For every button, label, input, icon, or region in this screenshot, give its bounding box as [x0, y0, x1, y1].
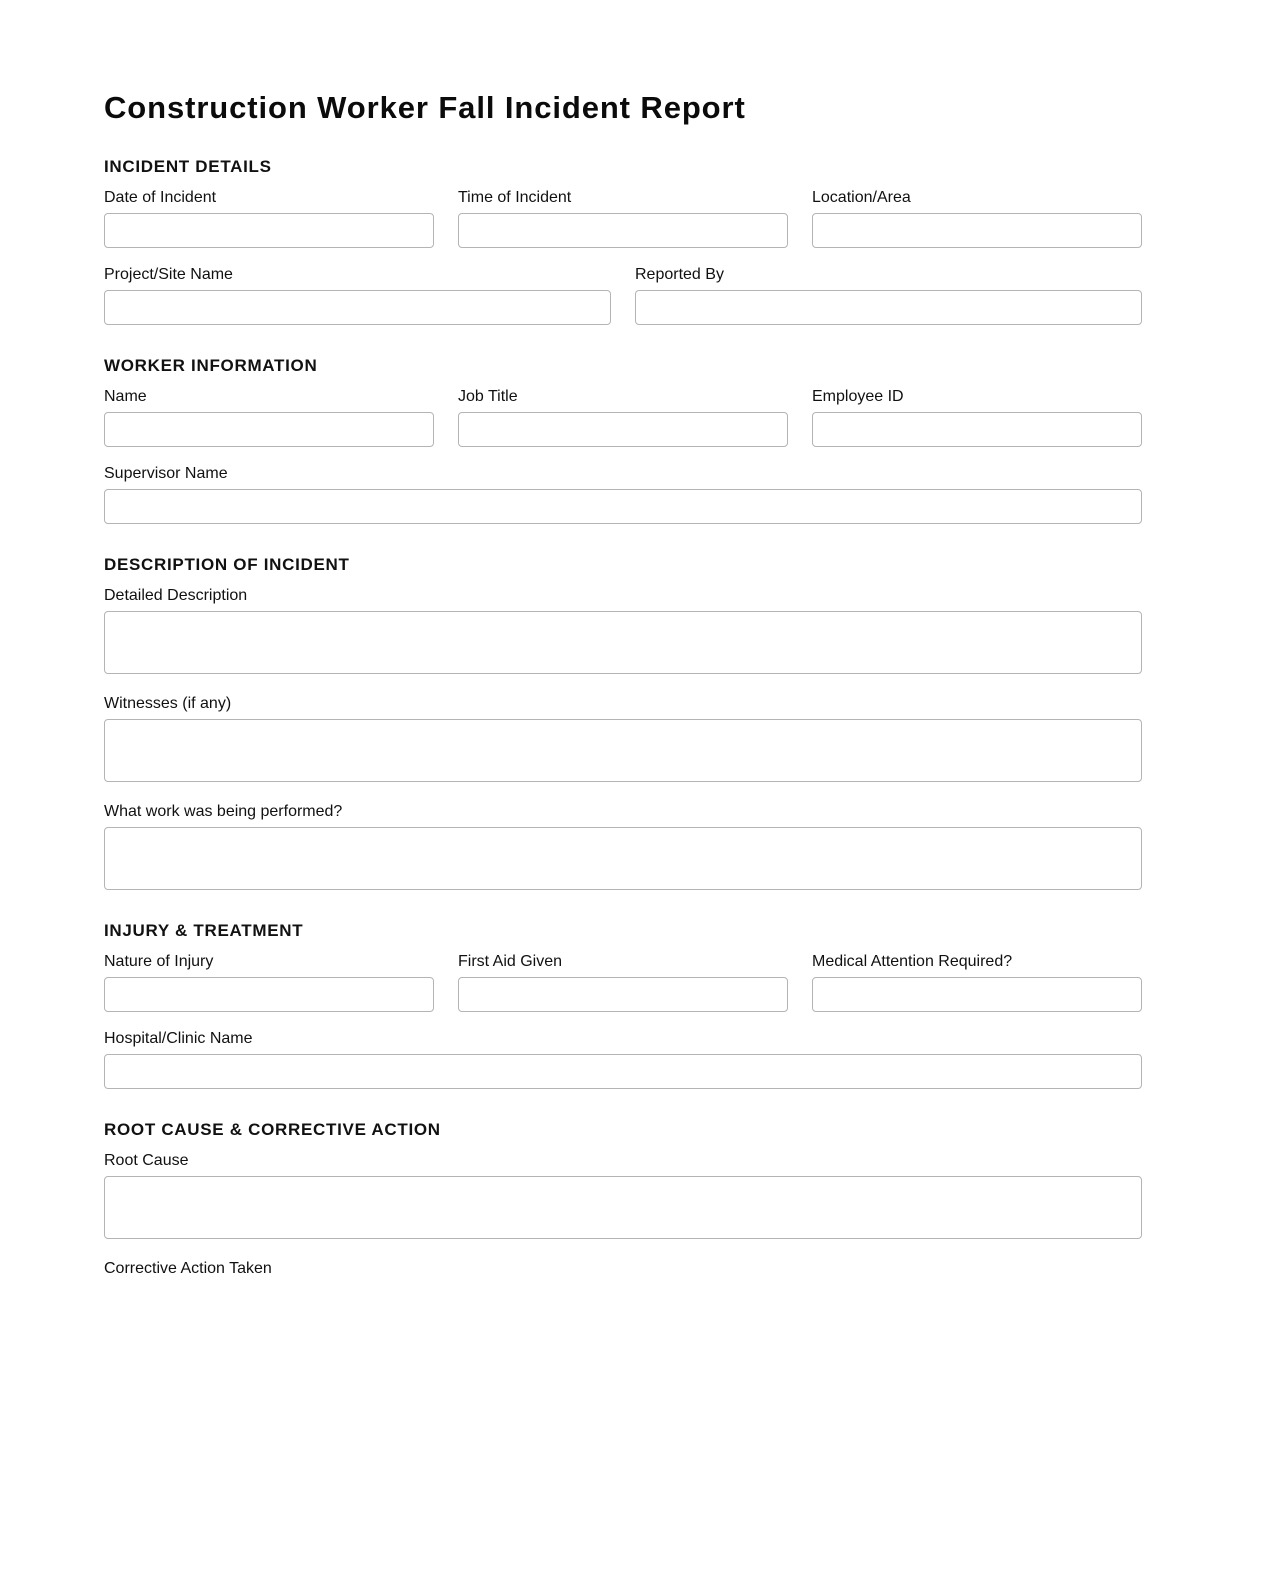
root-cause-textarea[interactable] — [104, 1176, 1142, 1239]
field-reported-by — [635, 265, 1142, 325]
nature-of-injury-label: Nature of Injury — [104, 953, 214, 970]
work-performed-label: What work was being performed? — [104, 803, 343, 820]
worker-information-row-2 — [104, 464, 1142, 524]
field-hospital-clinic-name — [104, 1029, 1142, 1089]
corrective-action-taken-label: Corrective Action Taken — [104, 1260, 272, 1277]
field-project-site-name — [104, 265, 611, 325]
field-detailed-description — [104, 586, 1142, 674]
witnesses-label: Witnesses (if any) — [104, 695, 232, 712]
incident-report-form — [104, 88, 1142, 1309]
description-row-3 — [104, 802, 1142, 890]
time-of-incident-input[interactable] — [458, 213, 788, 248]
field-location-area — [812, 188, 1142, 248]
field-name — [104, 387, 434, 447]
job-title-input[interactable] — [458, 412, 788, 447]
injury-row-2 — [104, 1029, 1142, 1089]
field-nature-of-injury — [104, 952, 434, 1012]
detailed-description-textarea[interactable] — [104, 611, 1142, 674]
witnesses-textarea[interactable] — [104, 719, 1142, 782]
employee-id-input[interactable] — [812, 412, 1142, 447]
field-employee-id — [812, 387, 1142, 447]
section-heading-injury-treatment: INJURY & TREATMENT — [104, 921, 304, 940]
section-heading-description-of-incident: DESCRIPTION OF INCIDENT — [104, 555, 350, 574]
injury-row-1 — [104, 952, 1142, 1012]
medical-attention-required-label: Medical Attention Required? — [812, 953, 1013, 970]
section-worker-information — [104, 355, 1142, 524]
root-cause-row — [104, 1151, 1142, 1239]
section-heading-worker-information: WORKER INFORMATION — [104, 356, 318, 375]
location-area-input[interactable] — [812, 213, 1142, 248]
field-corrective-action-taken — [104, 1259, 1142, 1279]
field-date-of-incident — [104, 188, 434, 248]
section-heading-root-cause-corrective-action: ROOT CAUSE & CORRECTIVE ACTION — [104, 1120, 441, 1139]
medical-attention-required-input[interactable] — [812, 977, 1142, 1012]
field-job-title — [458, 387, 788, 447]
work-performed-textarea[interactable] — [104, 827, 1142, 890]
hospital-clinic-name-label: Hospital/Clinic Name — [104, 1030, 253, 1047]
time-of-incident-label: Time of Incident — [458, 189, 572, 206]
field-first-aid-given — [458, 952, 788, 1012]
nature-of-injury-input[interactable] — [104, 977, 434, 1012]
detailed-description-label: Detailed Description — [104, 587, 248, 604]
date-of-incident-input[interactable] — [104, 213, 434, 248]
root-cause-label: Root Cause — [104, 1152, 189, 1169]
reported-by-label: Reported By — [635, 266, 724, 283]
section-heading-incident-details: INCIDENT DETAILS — [104, 157, 272, 176]
description-row-1 — [104, 586, 1142, 674]
field-time-of-incident — [458, 188, 788, 248]
location-area-label: Location/Area — [812, 189, 911, 206]
page-title: Construction Worker Fall Incident Report — [104, 90, 746, 125]
reported-by-input[interactable] — [635, 290, 1142, 325]
incident-details-row-1 — [104, 188, 1142, 248]
section-description-of-incident — [104, 554, 1142, 890]
field-supervisor-name — [104, 464, 1142, 524]
worker-information-row-1 — [104, 387, 1142, 447]
project-site-name-input[interactable] — [104, 290, 611, 325]
field-witnesses — [104, 694, 1142, 782]
field-root-cause — [104, 1151, 1142, 1239]
job-title-label: Job Title — [458, 388, 518, 405]
date-of-incident-label: Date of Incident — [104, 189, 217, 206]
name-label: Name — [104, 388, 147, 405]
section-incident-details — [104, 156, 1142, 325]
incident-details-row-2 — [104, 265, 1142, 325]
first-aid-given-input[interactable] — [458, 977, 788, 1012]
project-site-name-label: Project/Site Name — [104, 266, 233, 283]
field-work-performed — [104, 802, 1142, 890]
employee-id-label: Employee ID — [812, 388, 904, 405]
hospital-clinic-name-input[interactable] — [104, 1054, 1142, 1089]
first-aid-given-label: First Aid Given — [458, 953, 563, 970]
description-row-2 — [104, 694, 1142, 782]
name-input[interactable] — [104, 412, 434, 447]
field-medical-attention-required — [812, 952, 1142, 1012]
supervisor-name-input[interactable] — [104, 489, 1142, 524]
section-root-cause-corrective-action — [104, 1119, 1142, 1279]
section-injury-treatment — [104, 920, 1142, 1089]
supervisor-name-label: Supervisor Name — [104, 465, 228, 482]
